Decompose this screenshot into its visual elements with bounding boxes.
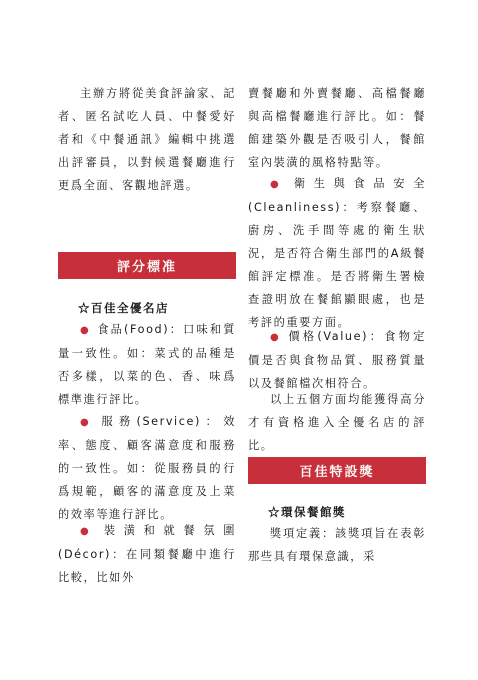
- eco-award-paragraph: [248, 522, 426, 568]
- section-banner-special: [248, 457, 426, 484]
- criterion-value: [248, 325, 426, 395]
- summary-text: 以上五個方面均能獲得高分才有資格進入全優名店的評比。: [248, 393, 426, 452]
- criterion-decor-continued: [248, 82, 426, 174]
- award-heading-all-excellent: ☆百佳全優名店: [78, 301, 169, 315]
- award-heading-eco: ☆環保餐館獎: [268, 505, 346, 519]
- criterion-service: [58, 410, 236, 526]
- intro-text: 主辦方將從美食評論家、記者、匿名試吃人員、中餐愛好者和《中餐通訊》編輯中挑選出評審員，以對候選餐廳進行更爲全面、客觀地評選。: [58, 87, 236, 192]
- bullet-icon: ●: [80, 526, 96, 537]
- criterion-food: [58, 318, 236, 411]
- section-banner-special-label: 百佳特設獎: [299, 465, 375, 480]
- summary-paragraph: [248, 388, 426, 457]
- criterion-decor: [58, 519, 236, 589]
- criterion-food-text: 食品(Food)：口味和質量一致性。如：菜式的品種是否多樣，以菜的色、香、味爲標準進行評比。: [58, 323, 237, 406]
- criterion-decor-continued-text: 賣餐廳和外賣餐廳、高檔餐廳與高檔餐廳進行評比。如：餐館建築外觀是否吸引人，餐館室內裝潢的風格特點等。: [248, 87, 426, 169]
- bullet-icon: ●: [270, 332, 281, 343]
- criterion-decor-text: 裝潢和就餐氛圍(Décor)：在同類餐廳中進行比較，比如外: [58, 524, 236, 584]
- criterion-value-text: 價格(Value)：食物定價是否與食物品質、服務質量以及餐館檔次相符合。: [248, 330, 426, 390]
- criterion-cleanliness-text: 衛生與食品安全(Cleanliness)：考察餐廳、廚房、洗手間等處的衛生狀況，是否符合衛生部門的A級餐館評定標准。是否將衛生署檢查證明放在餐館顯眼處，也是考評的重要方面。: [248, 177, 426, 329]
- section-banner-scoring: [58, 252, 236, 279]
- bullet-icon: ●: [80, 417, 94, 428]
- criterion-cleanliness: [248, 172, 426, 334]
- criterion-service-text: 服務(Service)：效率、態度、顧客滿意度和服務的一致性。如：從服務員的行爲規範，顧客的滿意度及上菜的效率等進行評比。: [58, 415, 236, 521]
- bullet-icon: ●: [270, 179, 286, 190]
- section-banner-scoring-label: 評分標准: [116, 260, 177, 275]
- eco-award-text: 獎項定義：該獎項旨在表彰那些具有環保意識，采: [248, 527, 426, 563]
- intro-paragraph: [58, 82, 236, 197]
- bullet-icon: ●: [80, 325, 90, 336]
